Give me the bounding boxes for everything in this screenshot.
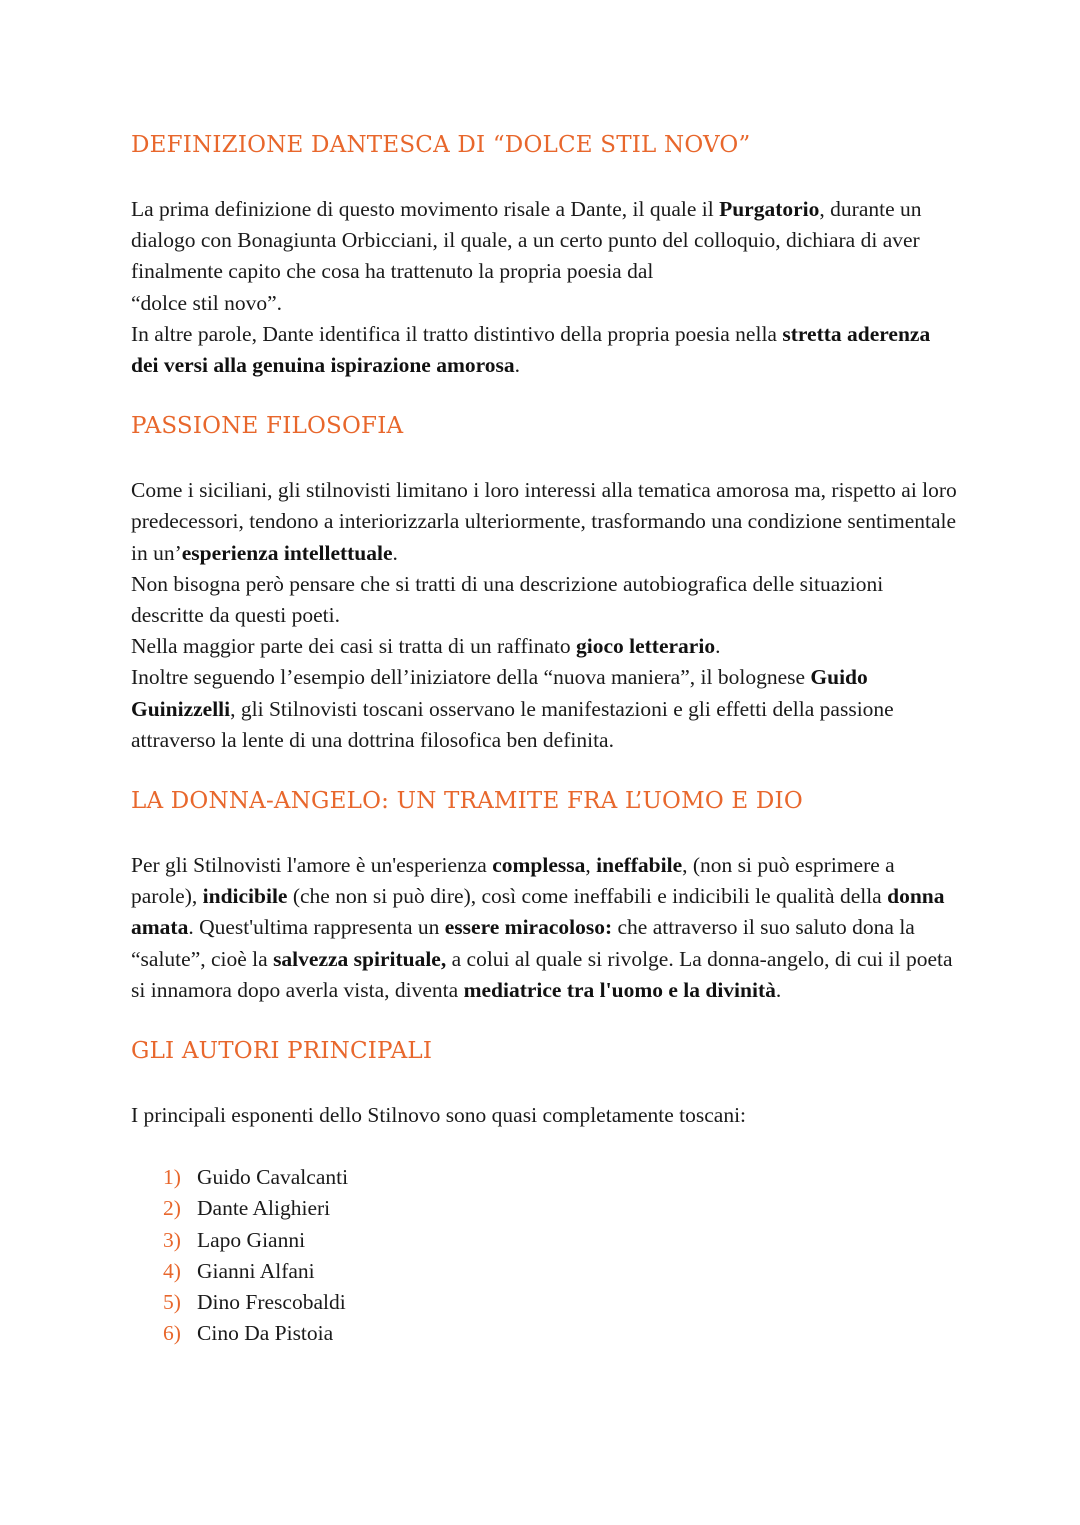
author-name: Guido Cavalcanti [197,1165,349,1190]
list-number: 3) [163,1227,181,1252]
list-number: 5) [163,1290,181,1315]
list-number: 6) [163,1321,181,1346]
heading-autori-principali: GLI AUTORI PRINCIPALI [131,1038,433,1065]
paragraph-passione-filosofia: Come i siciliani, gli stilnovisti limitano i loro interessi alla tematica amorosa ma, rispetto ai loro predecessori, tendono a interiorizzarla ulteriormente, trasformando una condizione sentimentale in un’esperienza intellettuale. Non bisogna però pensare che si tratti di una descrizione autobiografica delle situazioni descritte da questi poeti. Nella maggior parte dei casi si tratta di un raffinato gioco letterario. Inoltre seguendo l’esempio dell’iniziatore della “nuova maniera”, il bolognese Guido Guinizzelli, gli Stilnovisti toscani osservano le manifestazioni e gli effetti della passione attraverso la lente di una dottrina filosofica ben definita. [131,478,957,752]
list-item [163,1287,961,1318]
author-name: Gianni Alfani [197,1258,315,1283]
list-item [163,1256,961,1287]
list-number: 4) [163,1258,181,1283]
author-name: Dante Alighieri [197,1196,331,1221]
author-name: Dino Frescobaldi [197,1290,346,1315]
author-name: Lapo Gianni [197,1227,306,1252]
paragraph-definizione: La prima definizione di questo movimento risale a Dante, il quale il Purgatorio, durante un dialogo con Bonagiunta Orbicciani, il quale, a un certo punto del colloquio, dichiara di aver finalmente capito che cosa ha trattenuto la propria poesia dal “dolce stil novo”. In altre parole, Dante identifica il tratto distintivo della propria poesia nella stretta aderenza dei versi alla genuina ispirazione amorosa. [131,197,931,378]
paragraph-autori-intro: I principali esponenti dello Stilnovo sono quasi completamente toscani: [131,1103,747,1128]
list-item [163,1162,961,1193]
list-item [163,1318,961,1349]
document-page [131,128,961,1349]
list-item [163,1193,961,1224]
heading-passione-filosofia: PASSIONE FILOSOFIA [131,413,404,440]
list-number: 2) [163,1196,181,1221]
heading-definizione-dantesca: DEFINIZIONE DANTESCA DI “DOLCE STIL NOVO” [131,132,751,158]
author-name: Cino Da Pistoia [197,1321,334,1346]
list-number: 1) [163,1165,181,1190]
list-item [163,1225,961,1256]
heading-donna-angelo: LA DONNA-ANGELO: UN TRAMITE FRA L’UOMO E DIO [131,788,803,815]
paragraph-donna-angelo: Per gli Stilnovisti l'amore è un'esperienza complessa, ineffabile, (non si può esprimere a parole), indicibile (che non si può dire), così come ineffabili e indicibili le qualità della donna amata. Quest'ultima rappresenta un essere miracoloso: che attraverso il suo saluto dona la “salute”, cioè la salvezza spirituale, a colui al quale si rivolge. La donna-angelo, di cui il poeta si innamora dopo averla vista, diventa mediatrice tra l'uomo e la divinità. [131,853,953,1002]
authors-list [131,1162,961,1349]
